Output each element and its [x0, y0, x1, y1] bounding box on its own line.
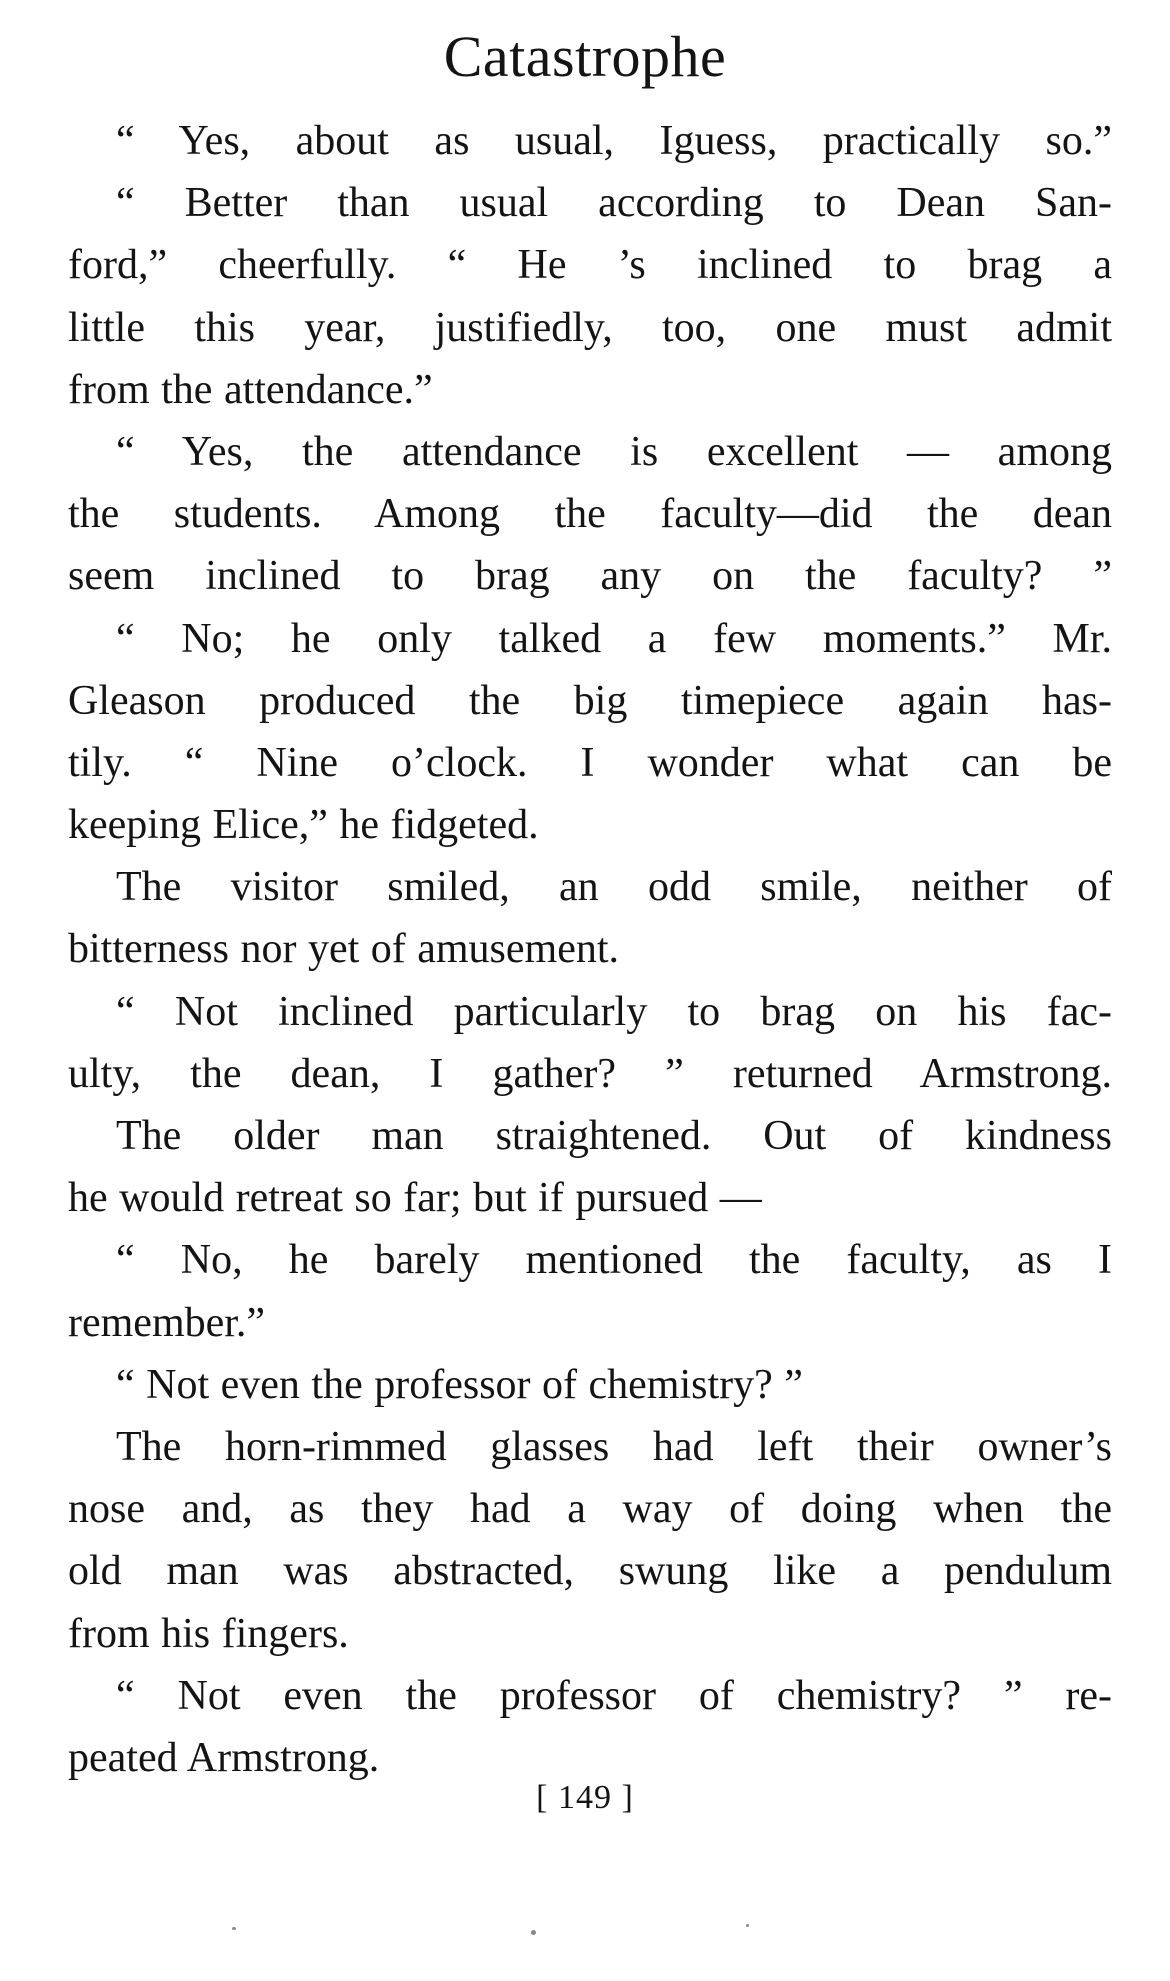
- text-line: “ Yes, the attendance is excellent — among: [116, 428, 1112, 475]
- text-line: “ Not even the professor of chemistry? ” re-: [116, 1672, 1112, 1719]
- text-line: keeping Elice,” he fidgeted.: [68, 802, 539, 849]
- text-line: bitterness nor yet of amusement.: [68, 926, 620, 973]
- text-line: peated Armstrong.: [68, 1734, 380, 1781]
- print-speck: [531, 1930, 536, 1935]
- text-line: ulty, the dean, I gather? ” returned Armstrong.: [68, 1050, 1112, 1097]
- text-line: The visitor smiled, an odd smile, neither of: [116, 864, 1112, 911]
- page-number: [ 149 ]: [536, 1779, 634, 1816]
- text-line: old man was abstracted, swung like a pendulum: [68, 1548, 1112, 1595]
- text-line: remember.”: [68, 1299, 266, 1346]
- text-line: “ Yes, about as usual, Iguess, practically so.”: [116, 118, 1112, 164]
- print-speck: [232, 1927, 236, 1930]
- body-text: [68, 110, 1112, 1789]
- text-line: he would retreat so far; but if pursued —: [68, 1175, 762, 1222]
- text-line: “ No, he barely mentioned the faculty, as I: [116, 1237, 1112, 1284]
- text-line: seem inclined to brag any on the faculty? ”: [68, 553, 1112, 600]
- text-line: “ No; he only talked a few moments.” Mr.: [116, 615, 1112, 662]
- text-line: from his fingers.: [68, 1610, 349, 1657]
- text-line: The horn-rimmed glasses had left their owner’s: [116, 1423, 1112, 1470]
- text-line: ford,” cheerfully. “ He ’s inclined to brag a: [68, 242, 1112, 289]
- text-line: The older man straightened. Out of kindness: [116, 1113, 1112, 1159]
- print-speck: [746, 1924, 749, 1927]
- text-line: from the attendance.”: [68, 366, 433, 413]
- text-line: “ Not inclined particularly to brag on his fac-: [116, 988, 1112, 1035]
- text-line: Gleason produced the big timepiece again has-: [68, 677, 1112, 724]
- text-line: little this year, justifiedly, too, one must admit: [68, 304, 1112, 351]
- text-line: the students. Among the faculty—did the dean: [68, 491, 1112, 538]
- running-head: Catastrophe: [443, 24, 727, 89]
- text-line: “ Not even the professor of chemistry? ”: [116, 1361, 803, 1408]
- text-line: “ Better than usual according to Dean San-: [116, 180, 1112, 227]
- text-line: nose and, as they had a way of doing when the: [68, 1486, 1112, 1533]
- text-line: tily. “ Nine o’clock. I wonder what can be: [68, 739, 1112, 786]
